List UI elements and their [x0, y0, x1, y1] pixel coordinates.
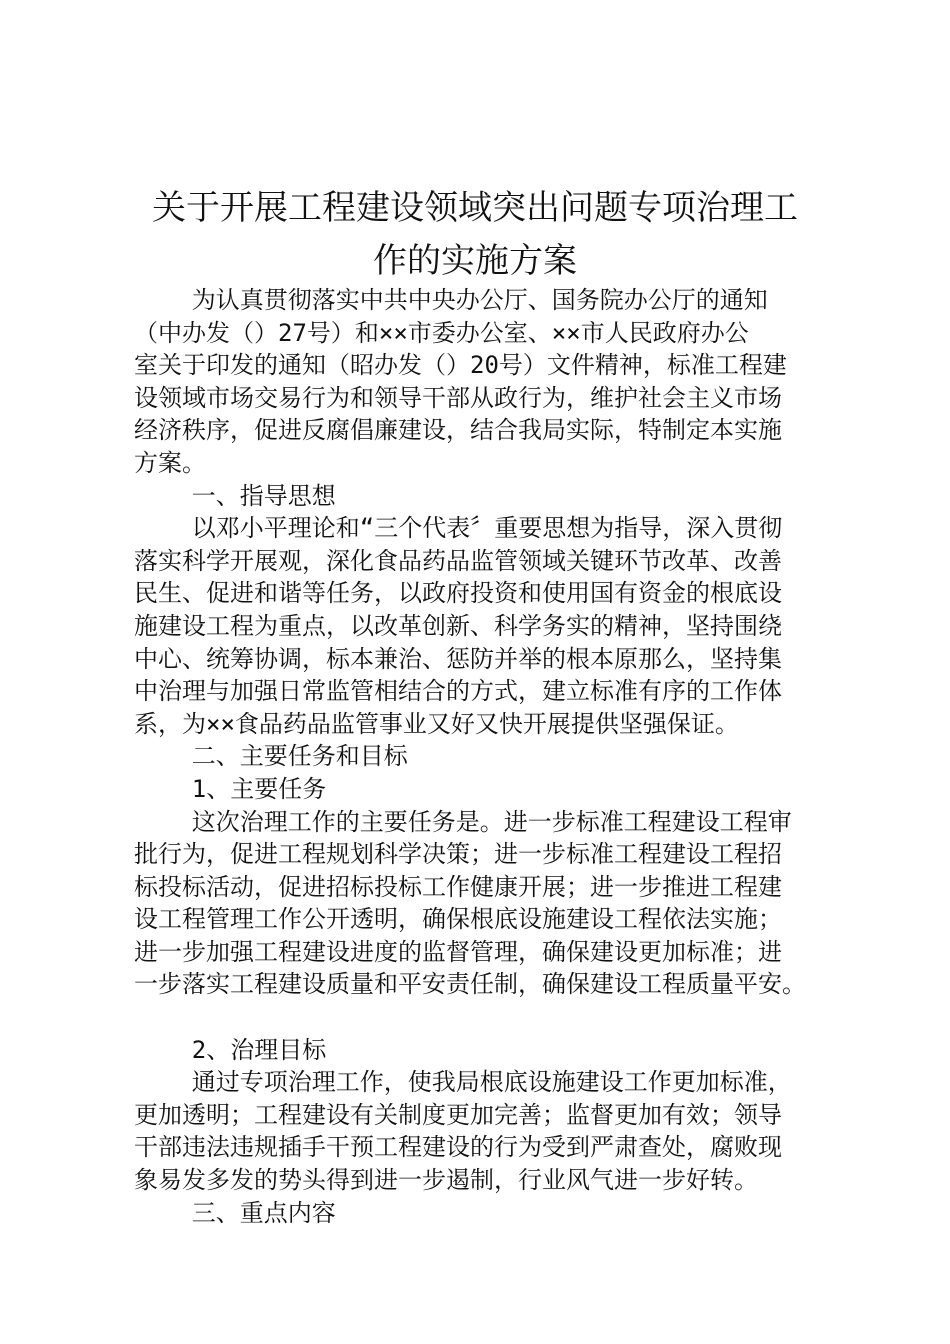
- document-body: [134, 284, 836, 1229]
- body-line: 民生、促进和谐等任务，以政府投资和使用国有资金的根底设: [134, 579, 782, 608]
- body-line: （中办发（）27号）和××市委办公室、××市人民政府办公: [134, 318, 749, 347]
- body-line: 设领域市场交易行为和领导干部从政行为，维护社会主义市场: [134, 383, 782, 412]
- document-title: [120, 182, 830, 288]
- title-line-1: 关于开展工程建设领域突出问题专项治理工: [152, 188, 798, 228]
- body-line: 进一步加强工程建设进度的监督管理，确保建设更加标准；进: [134, 937, 782, 966]
- subsection-heading: 1、主要任务: [134, 774, 327, 803]
- body-line: 以邓小平理论和“三个代表〞重要思想为指导，深入贯彻: [134, 514, 783, 543]
- body-line: 经济秩序，促进反腐倡廉建设，结合我局实际，特制定本实施: [134, 416, 782, 445]
- blank-line: [134, 1001, 836, 1034]
- body-line: 一步落实工程建设质量和平安责任制，确保建设工程质量平安。: [134, 970, 806, 999]
- body-line: 室关于印发的通知（昭办发（）20号）文件精神，标准工程建: [134, 351, 787, 380]
- body-line: 中心、统筹协调，标本兼治、惩防并举的根本原那么，坚持集: [134, 644, 782, 673]
- subsection-heading: 2、治理目标: [134, 1035, 327, 1064]
- title-line-2: 作的实施方案: [373, 241, 577, 281]
- section-heading: 二、主要任务和目标: [134, 742, 408, 771]
- body-line: 通过专项治理工作，使我局根底设施建设工作更加标准，: [134, 1068, 792, 1097]
- body-line: 方案。: [134, 448, 206, 477]
- body-line: 系，为××食品药品监管事业又好又快开展提供坚强保证。: [134, 709, 739, 738]
- body-line: 设工程管理工作公开透明，确保根底设施建设工程依法实施；: [134, 905, 782, 934]
- body-line: 中治理与加强日常监管相结合的方式，建立标准有序的工作体: [134, 677, 782, 706]
- body-line: 施建设工程为重点，以改革创新、科学务实的精神，坚持围绕: [134, 611, 782, 640]
- body-line: 为认真贯彻落实中共中央办公厅、国务院办公厅的通知: [134, 286, 768, 314]
- section-heading: 一、指导思想: [134, 481, 336, 510]
- body-line: 落实科学开展观，深化食品药品监管领域关键环节改革、改善: [134, 546, 782, 575]
- section-heading: 三、重点内容: [134, 1198, 336, 1227]
- body-line: 批行为，促进工程规划科学决策；进一步标准工程建设工程招: [134, 840, 782, 869]
- body-line: 干部违法违规插手干预工程建设的行为受到严肃查处，腐败现: [134, 1133, 782, 1162]
- body-line: 标投标活动，促进招标投标工作健康开展；进一步推进工程建: [134, 872, 782, 901]
- body-line: 更加透明；工程建设有关制度更加完善；监督更加有效；领导: [134, 1100, 782, 1129]
- body-line: 象易发多发的势头得到进一步遏制，行业风气进一步好转。: [134, 1166, 758, 1195]
- body-line: 这次治理工作的主要任务是。进一步标准工程建设工程审: [134, 807, 792, 836]
